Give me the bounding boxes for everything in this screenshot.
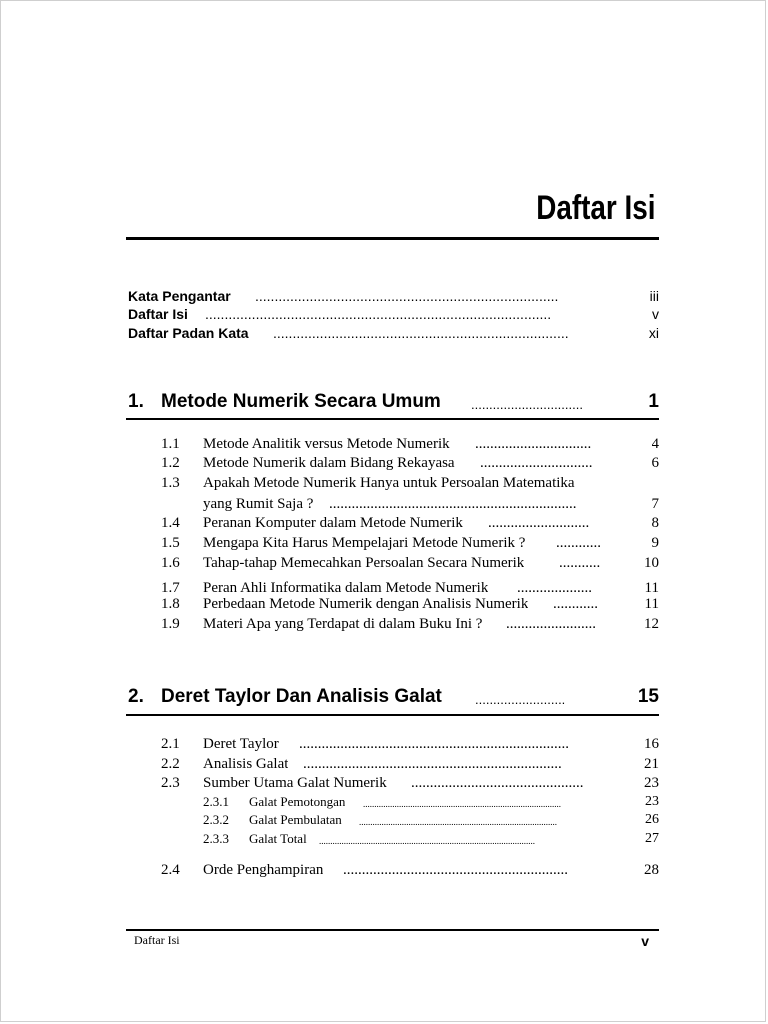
toc-leader: ........................................................................................ — [359, 817, 557, 827]
chapter-page-number: 1 — [648, 391, 659, 412]
toc-leader: ........................... — [488, 515, 590, 531]
toc-leader: ............................................................................ — [273, 325, 569, 341]
toc-section[interactable] — [1, 615, 768, 635]
toc-section[interactable] — [1, 534, 768, 554]
section-number: 2.4 — [161, 862, 180, 878]
section-number: 1.6 — [161, 555, 180, 571]
toc-leader: ..................................................................... — [303, 756, 562, 772]
toc-leader: ................................................................................................ — [319, 836, 535, 846]
toc-leader: .............................................................................. — [255, 288, 559, 304]
section-page-number: 23 — [644, 775, 659, 791]
subsection-number: 2.3.3 — [203, 831, 229, 846]
toc-leader: ............................................................ — [343, 862, 568, 878]
page-title: Daftar Isi — [535, 189, 655, 227]
toc-section[interactable] — [1, 755, 768, 775]
toc-leader: .............................................. — [411, 775, 584, 791]
section-page-number: 7 — [651, 496, 659, 512]
section-number: 1.9 — [161, 616, 180, 632]
toc-subsection[interactable] — [1, 830, 768, 850]
subsection-page-number: 23 — [645, 794, 659, 809]
toc-page-number: v — [652, 306, 659, 322]
subsection-number: 2.3.1 — [203, 794, 229, 809]
chapter-heading[interactable] — [1, 390, 768, 414]
subsection-page-number: 26 — [645, 812, 659, 827]
section-title: Analisis Galat — [203, 756, 289, 772]
subsection-title: Galat Total — [249, 831, 307, 846]
section-number: 2.1 — [161, 736, 180, 752]
section-number: 2.3 — [161, 775, 180, 791]
section-title: Orde Penghampiran — [203, 862, 324, 878]
section-title: Deret Taylor — [203, 736, 279, 752]
toc-leader: ............ — [553, 596, 598, 612]
toc-leader: ............................... — [471, 397, 583, 412]
section-title: Tahap-tahap Memecahkan Persoalan Secara Numerik — [203, 555, 525, 571]
section-title: yang Rumit Saja ? — [203, 496, 314, 512]
toc-section[interactable] — [1, 554, 768, 574]
chapter-heading[interactable] — [1, 685, 768, 709]
toc-entry[interactable] — [1, 287, 768, 307]
section-number: 1.5 — [161, 535, 180, 551]
subsection-title: Galat Pembulatan — [249, 812, 342, 827]
toc-section[interactable] — [1, 514, 768, 534]
chapter-rule — [126, 418, 659, 420]
toc-section-continuation[interactable] — [1, 495, 768, 515]
section-page-number: 21 — [644, 756, 659, 772]
toc-leader: ........................................................................ — [299, 736, 569, 752]
toc-leader: .................................................................. — [329, 496, 577, 512]
section-title: Peran Ahli Informatika dalam Metode Numerik — [203, 580, 489, 596]
toc-entry-label: Kata Pengantar — [128, 288, 231, 304]
toc-entry-label: Daftar Isi — [128, 306, 188, 322]
section-page-number: 12 — [644, 616, 659, 632]
toc-subsection[interactable] — [1, 811, 768, 831]
subsection-page-number: 27 — [645, 831, 659, 846]
section-title: Sumber Utama Galat Numerik — [203, 775, 387, 791]
toc-page-number: iii — [649, 288, 659, 304]
subsection-title: Galat Pemotongan — [249, 794, 346, 809]
toc-section[interactable] — [1, 595, 768, 615]
toc-entry[interactable] — [1, 324, 768, 344]
section-title: Perbedaan Metode Numerik dengan Analisis Numerik — [203, 596, 529, 612]
section-title: Apakah Metode Numerik Hanya untuk Persoalan Matematika — [203, 475, 575, 491]
section-title: Metode Numerik dalam Bidang Rekayasa — [203, 455, 455, 471]
chapter-rule — [126, 714, 659, 716]
toc-leader: ........... — [559, 555, 601, 571]
section-number: 1.8 — [161, 596, 180, 612]
section-title: Peranan Komputer dalam Metode Numerik — [203, 515, 463, 531]
chapter-title: Deret Taylor Dan Analisis Galat — [161, 686, 442, 707]
section-number: 2.2 — [161, 756, 180, 772]
toc-leader: ......................................................................................... — [205, 306, 552, 322]
section-page-number: 9 — [651, 535, 659, 551]
section-number: 1.2 — [161, 455, 180, 471]
toc-subsection[interactable] — [1, 793, 768, 813]
section-title: Metode Analitik versus Metode Numerik — [203, 436, 450, 452]
section-page-number: 11 — [644, 580, 659, 596]
section-page-number: 4 — [651, 436, 659, 452]
toc-section[interactable] — [1, 474, 768, 494]
section-page-number: 28 — [644, 862, 659, 878]
chapter-title: Metode Numerik Secara Umum — [161, 391, 441, 412]
toc-section[interactable] — [1, 735, 768, 755]
toc-section[interactable] — [1, 435, 768, 455]
toc-leader: ............................... — [475, 436, 592, 452]
section-title: Mengapa Kita Harus Mempelajari Metode Numerik ? — [203, 535, 526, 551]
toc-entry[interactable] — [1, 305, 768, 325]
section-number: 1.7 — [161, 580, 180, 596]
toc-leader: .................... — [517, 580, 592, 596]
toc-leader: ........................................................................................ — [363, 799, 561, 809]
toc-section[interactable] — [1, 454, 768, 474]
footer-page-number: v — [641, 933, 649, 949]
toc-section[interactable] — [1, 861, 768, 881]
chapter-number: 2. — [128, 686, 144, 707]
section-page-number: 11 — [644, 596, 659, 612]
toc-leader: ............ — [556, 535, 601, 551]
section-page-number: 10 — [644, 555, 659, 571]
toc-page-number: xi — [648, 325, 659, 341]
section-number: 1.1 — [161, 436, 180, 452]
subsection-number: 2.3.2 — [203, 812, 229, 827]
section-number: 1.4 — [161, 515, 180, 531]
section-page-number: 8 — [651, 515, 659, 531]
section-title: Materi Apa yang Terdapat di dalam Buku Ini ? — [203, 616, 483, 632]
section-number: 1.3 — [161, 475, 180, 491]
toc-leader: .............................. — [480, 455, 593, 471]
chapter-page-number: 15 — [637, 686, 659, 707]
chapter-number: 1. — [128, 391, 144, 412]
toc-leader: ......................... — [475, 692, 566, 707]
footer-rule — [126, 929, 659, 931]
toc-section[interactable] — [1, 774, 768, 794]
toc-entry-label: Daftar Padan Kata — [128, 325, 249, 341]
section-page-number: 16 — [644, 736, 659, 752]
toc-leader: ........................ — [506, 616, 596, 632]
title-rule — [126, 237, 659, 240]
section-page-number: 6 — [651, 455, 659, 471]
footer-running-title: Daftar Isi — [134, 933, 180, 947]
